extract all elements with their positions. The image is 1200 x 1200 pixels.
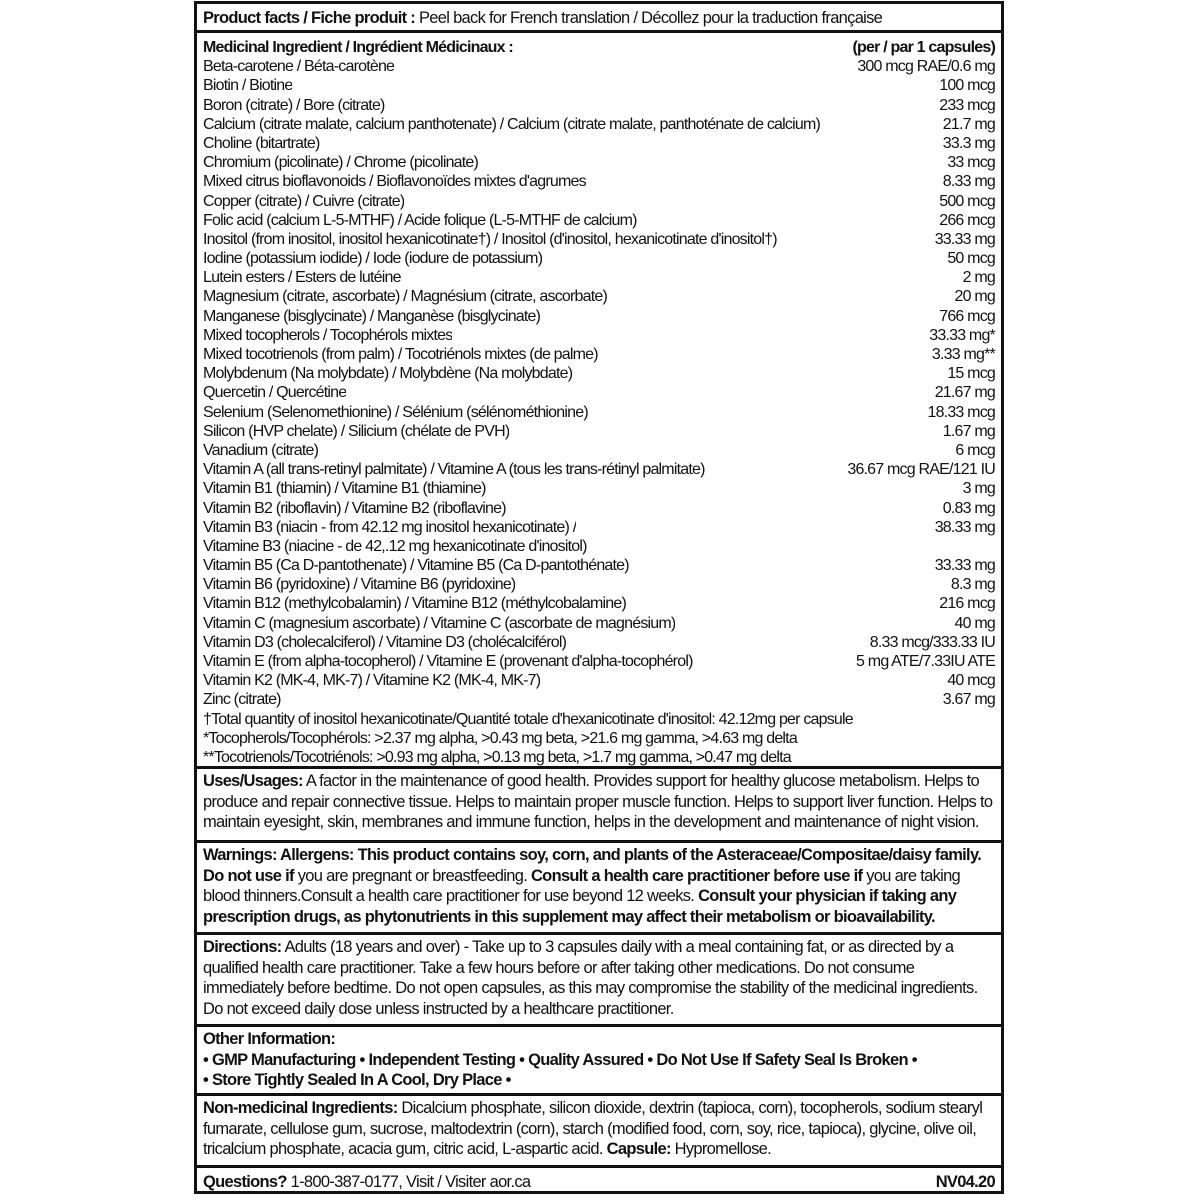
ingredient-amount: 21.7 mg [942,115,995,133]
ingredient-amount: 36.67 mcg RAE/121 IU [847,461,995,479]
ingredient-row [203,633,995,652]
ingredient-row [203,76,995,95]
ingredient-amount: 0.83 mg [942,499,995,517]
warnings-bold-3: Consult your physician if taking any prescription drugs, as phytonutrients in this supplement may affect their metabolism or bioavailability. [203,887,957,926]
ingredient-amount: 500 mcg [939,192,995,210]
ingredient-name: Beta-carotene / Béta-carotène [203,58,395,76]
ingredient-row [203,690,995,709]
ingredient-amount: 1.67 mg [942,422,995,440]
ingredient-name: Vitamin B3 (niacin - from 42.12 mg inositol hexanicotinate) / [203,518,577,536]
ingredient-row [203,230,995,249]
ingredient-row [203,383,995,402]
other-information-label: Other Information: [203,1030,336,1048]
directions-label: Directions: [203,938,282,956]
uses-section [197,769,1001,843]
ingredient-amount: 8.3 mg [950,576,995,594]
ingredient-row [203,614,995,633]
uses-label: Uses/Usages: [203,772,303,790]
ingredient-amount: 100 mcg [939,77,995,95]
directions-section [197,935,1001,1027]
ingredient-amount: 233 mcg [939,96,995,114]
per-capsule-heading: (per / par 1 capsules) [852,39,995,56]
ingredient-row [203,249,995,268]
ingredient-amount: 33.33 mg [934,230,995,248]
ingredient-row [203,326,995,345]
ingredient-row [203,537,995,556]
ingredient-row [203,307,995,326]
ingredient-amount: 266 mcg [939,211,995,229]
ingredient-row [203,403,995,422]
ingredient-name: Boron (citrate) / Bore (citrate) [203,96,385,114]
ingredient-amount: 20 mg [954,288,995,306]
product-facts-label: Product facts / Fiche produit : [203,9,416,27]
ingredient-row [203,594,995,613]
ingredient-amount: 6 mcg [955,441,995,459]
ingredient-amount: 38.33 mg [934,518,995,536]
ingredient-name: Copper (citrate) / Cuivre (citrate) [203,192,405,210]
ingredient-row [203,134,995,153]
version-code: NV04.20 [935,1173,995,1191]
translation-note: Peel back for French translation / Décollez pour la traduction française [418,9,883,27]
questions-section [197,1168,1001,1198]
ingredient-name: Vitamin K2 (MK-4, MK-7) / Vitamine K2 (MK-4, MK-7) [203,672,541,690]
ingredient-name: Mixed tocotrienols (from palm) / Tocotriénols mixtes (de palme) [203,346,598,364]
ingredient-name: Inositol (from inositol, inositol hexanicotinate†) / Inositol (d'inositol, hexanicotinate d'inositol†) [203,230,777,248]
warnings-section [197,843,1001,935]
ingredient-name: Vitamin B1 (thiamin) / Vitamine B1 (thiamine) [203,480,486,498]
ingredient-name: Manganese (bisglycinate) / Manganèse (bisglycinate) [203,307,541,325]
ingredient-name: Mixed tocopherols / Tocophérols mixtes [203,326,453,344]
product-facts-panel [194,1,1004,1194]
ingredient-name: Quercetin / Quercétine [203,384,347,402]
ingredient-amount: 8.33 mg [942,173,995,191]
ingredient-amount: 40 mcg [947,672,995,690]
ingredient-row [203,575,995,594]
ingredient-name: Vitamin C (magnesium ascorbate) / Vitamine C (ascorbate de magnésium) [203,614,676,632]
questions-line [203,1172,530,1196]
ingredient-name: Vitamin B12 (methylcobalamin) / Vitamine B12 (méthylcobalamine) [203,595,626,613]
warnings-text-1: you are pregnant or breastfeeding. [297,866,528,885]
ingredient-amount: 3 mg [962,480,995,498]
ingredient-footnotes [203,710,995,768]
ingredient-name: Biotin / Biotine [203,77,293,95]
ingredient-name: Chromium (picolinate) / Chrome (picolinate) [203,154,479,172]
ingredient-row [203,96,995,115]
questions-label: Questions? [203,1173,287,1191]
ingredient-row [203,422,995,441]
ingredient-amount: 40 mg [954,614,995,632]
ingredient-name: Vanadium (citrate) [203,441,319,459]
non-medicinal-section [197,1096,1001,1168]
ingredient-name: Magnesium (citrate, ascorbate) / Magnésium (citrate, ascorbate) [203,288,607,306]
ingredient-amount: 2 mg [962,269,995,287]
ingredient-name: Vitamin B5 (Ca D-pantothenate) / Vitamine B5 (Ca D-pantothénate) [203,557,629,575]
warnings-text-2: you are taking blood thinners.Consult a health care practitioner for use beyond 12 weeks. [203,866,961,905]
ingredient-row [203,153,995,172]
ingredient-amount: 766 mcg [939,307,995,325]
ingredient-row [203,460,995,479]
ingredient-footnote: **Tocotrienols/Tocotriénols: >0.93 mg alpha, >0.13 mg beta, >1.7 mg gamma, >0.47 mg delta [203,748,791,766]
warnings-bold-1: Warnings: Allergens: This product contains soy, corn, and plants of the Asteraceae/Compositae/daisy family. Do not use if [203,846,982,885]
questions-text: 1-800-387-0177, Visit / Visiter aor.ca [290,1173,531,1191]
ingredient-amount: 50 mcg [947,250,995,268]
uses-text: A factor in the maintenance of good health. Provides support for healthy glucose metabolism. Helps to produce and repair connective tissue. Helps to maintain proper muscle function. Helps to support liver function. Helps to maintain eyesight, skin, membranes and immune function, helps in the development and maintenance of night vision. [203,772,993,831]
ingredient-row [203,57,995,76]
ingredient-name: Zinc (citrate) [203,691,281,709]
ingredient-row [203,499,995,518]
ingredient-name: Vitamin D3 (cholecalciferol) / Vitamine D3 (cholécalciférol) [203,633,567,651]
ingredient-list [203,57,995,709]
ingredient-row [203,364,995,383]
ingredient-amount: 300 mcg RAE/0.6 mg [857,58,995,76]
medicinal-ingredients-section [197,33,1001,769]
ingredient-name: Calcium (citrate malate, calcium panthotenate) / Calcium (citrate malate, panthoténate de calcium) [203,115,821,133]
other-information-line-2: • Store Tightly Sealed In A Cool, Dry Place • [203,1071,511,1089]
other-information-line-1: • GMP Manufacturing • Independent Testing • Quality Assured • Do Not Use If Safety Seal Is Broken • [203,1050,917,1069]
capsule-label: Capsule: [606,1140,671,1158]
ingredient-row [203,172,995,191]
ingredient-amount: 3.33 mg** [931,346,995,364]
ingredient-amount: 33 mcg [947,154,995,172]
non-medicinal-label: Non-medicinal Ingredients: [203,1099,398,1117]
ingredient-row [203,652,995,671]
ingredient-name: Selenium (Selenomethionine) / Sélénium (sélénométhionine) [203,403,588,421]
ingredient-row [203,345,995,364]
ingredient-name: Vitamin B2 (riboflavin) / Vitamine B2 (riboflavine) [203,499,506,517]
non-medicinal-text: Dicalcium phosphate, silicon dioxide, dextrin (tapioca, corn), tocopherols, sodium stearyl fumarate, cellulose gum, sucrose, maltodextrin (corn), starch (modified food, corn, soy, rice, tapioca), glycine, olive oil, tricalcium phosphate, acacia gum, citric acid, L-aspartic acid. [203,1099,983,1158]
warnings-bold-2: Consult a health care practitioner before use if [530,866,863,885]
ingredient-name: Molybdenum (Na molybdate) / Molybdène (Na molybdate) [203,365,573,383]
ingredients-heading-row [203,38,995,57]
ingredient-name: Vitamin A (all trans-retinyl palmitate) / Vitamine A (tous les trans-rétinyl palmitate) [203,461,705,479]
ingredient-amount: 21.67 mg [934,384,995,402]
directions-text: Adults (18 years and over) - Take up to 3 capsules daily with a meal containing fat, or as directed by a qualified health care practitioner. Take a few hours before or after taking other medications. Do not consume immediately before bedtime. Do not open capsules, as this may compromise the stability of the medicinal ingredients. Do not exceed daily dose unless instructed by a healthcare practitioner. [203,938,978,1018]
ingredient-amount: 33.33 mg* [929,326,995,344]
ingredient-row [203,518,995,537]
ingredient-amount: 5 mg ATE/7.33IU ATE [856,653,995,671]
ingredient-name: Vitamine B3 (niacine - de 42,.12 mg hexanicotinate d'inositol) [203,537,587,555]
ingredient-row [203,479,995,498]
ingredient-name: Vitamin B6 (pyridoxine) / Vitamine B6 (pyridoxine) [203,576,516,594]
capsule-text: Hypromellose. [674,1140,771,1158]
ingredient-footnote: †Total quantity of inositol hexanicotinate/Quantité totale d'hexanicotinate d'inositol: 42.12mg per capsule [203,710,853,728]
ingredient-row [203,115,995,134]
ingredient-name: Folic acid (calcium L-5-MTHF) / Acide folique (L-5-MTHF de calcium) [203,211,637,229]
ingredient-row [203,671,995,690]
ingredient-amount: 33.33 mg [934,557,995,575]
ingredient-row [203,556,995,575]
ingredient-row [203,441,995,460]
ingredient-row [203,192,995,211]
other-information-section [197,1027,1001,1096]
ingredient-row [203,287,995,306]
ingredient-name: Lutein esters / Esters de lutéine [203,269,401,287]
ingredient-amount [987,537,995,556]
ingredient-amount: 3.67 mg [942,691,995,709]
ingredient-amount: 33.3 mg [942,134,995,152]
ingredient-row [203,268,995,287]
ingredient-name: Mixed citrus bioflavonoids / Bioflavonoïdes mixtes d'agrumes [203,173,586,191]
ingredient-amount: 8.33 mcg/333.33 IU [869,633,995,651]
ingredient-row [203,211,995,230]
ingredient-name: Silicon (HVP chelate) / Silicium (chélate de PVH) [203,422,510,440]
ingredient-amount: 216 mcg [939,595,995,613]
product-facts-header [197,4,1001,33]
ingredients-heading: Medicinal Ingredient / Ingrédient Médicinaux : [203,39,513,56]
ingredient-amount: 18.33 mcg [927,403,995,421]
ingredient-name: Choline (bitartrate) [203,134,320,152]
ingredient-footnote: *Tocopherols/Tocophérols: >2.37 mg alpha, >0.43 mg beta, >21.6 mg gamma, >4.63 mg delta [203,729,797,747]
ingredient-amount: 15 mcg [947,365,995,383]
ingredient-name: Iodine (potassium iodide) / Iode (iodure de potassium) [203,250,543,268]
ingredient-name: Vitamin E (from alpha-tocopherol) / Vitamine E (provenant d'alpha-tocophérol) [203,653,693,671]
